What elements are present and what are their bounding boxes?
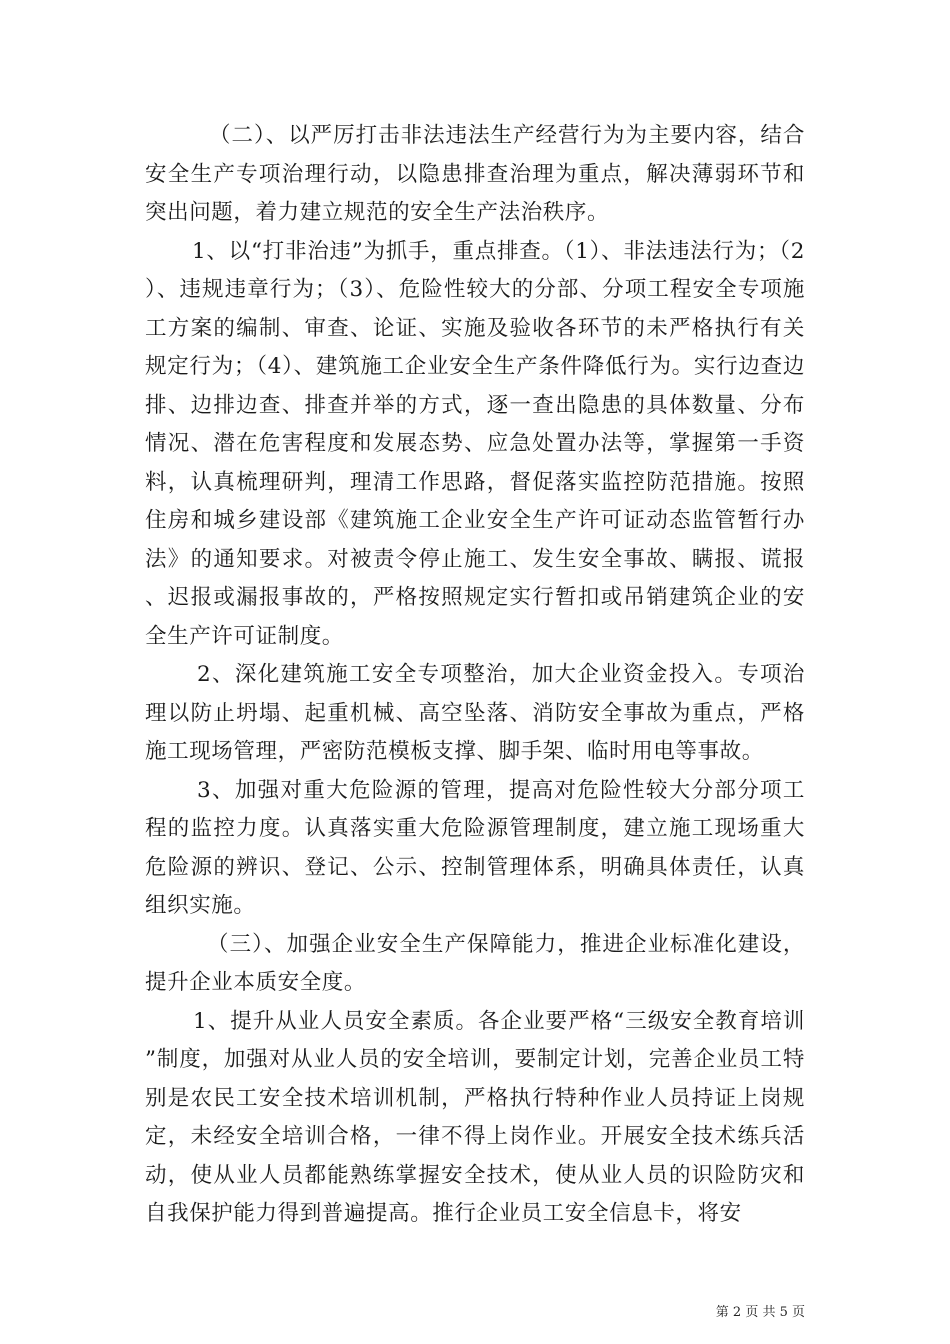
paragraph-section-two: （二）、以严厉打击非法违法生产经营行为为主要内容，结合安全生产专项治理行动，以隐患排查治理为重点，解决薄弱环节和突出问题，着力建立规范的安全生产法治秩序。 [145,123,805,225]
paragraph-item-1: 1、以“打非治违”为抓手，重点排查。（1）、非法违法行为；（2）、违规违章行为；（3）、危险性较大的分部、分项工程安全专项施工方案的编制、审查、论证、实施及验收各环节的未严格执行有关规定行为；（4）、建筑施工企业安全生产条件降低行为。实行边查边排、边排边查、排查并举的方式，逐一查出隐患的具体数量、分布情况、潜在危害程度和发展态势、应急处置办法等，掌握第一手资料，认真梳理研判，理清工作思路，督促落实监控防范措施。按照住房和城乡建设部《建筑施工企业安全生产许可证动态监管暂行办法》的通知要求。对被责令停止施工、发生安全事故、瞒报、谎报、迟报或漏报事故的，严格按照规定实行暂扣或吊销建筑企业的安全生产许可证制度。 [145,238,805,649]
paragraph-section-three: （三）、加强企业安全生产保障能力，推进企业标准化建设，提升企业本质安全度。 [145,931,805,995]
paragraph-item-3: 3、加强对重大危险源的管理，提高对危险性较大分部分项工程的监控力度。认真落实重大危险源管理制度，建立施工现场重大危险源的辨识、登记、公示、控制管理体系，明确具体责任，认真组织实施。 [145,777,805,918]
paragraph-item-1-training: 1、提升从业人员安全素质。各企业要严格“三级安全教育培训”制度，加强对从业人员的安全培训，要制定计划，完善企业员工特别是农民工安全技术培训机制，严格执行特种作业人员持证上岗规定，未经安全培训合格，一律不得上岗作业。开展安全技术练兵活动，使从业人员都能熟练掌握安全技术，使从业人员的识险防灾和自我保护能力得到普遍提高。推行企业员工安全信息卡，将安 [145,1008,805,1226]
document-body [145,117,805,1234]
paragraph-item-2: 2、深化建筑施工安全专项整治，加大企业资金投入。专项治理以防止坍塌、起重机械、高空坠落、消防安全事故为重点，严格施工现场管理，严密防范模板支撑、脚手架、临时用电等事故。 [145,662,805,764]
page-number-footer: 第 2 页 共 5 页 [715,1305,805,1320]
